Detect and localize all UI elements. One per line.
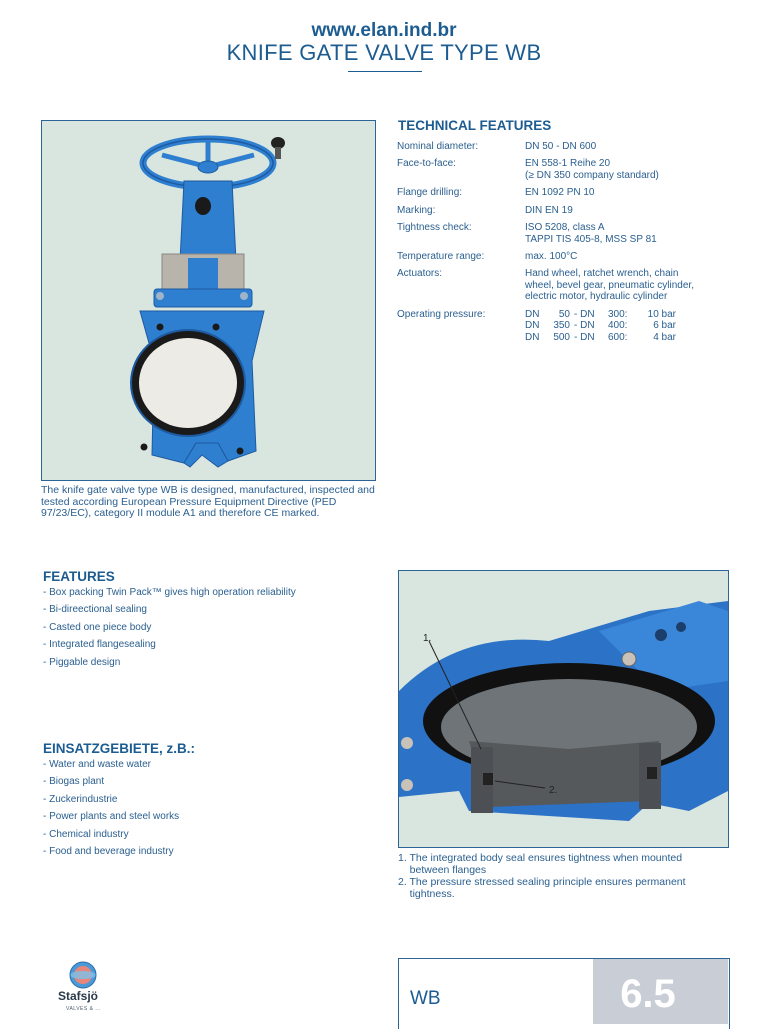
pressure-dn: DN	[525, 320, 540, 331]
list-item: - Casted one piece body	[43, 621, 152, 633]
detail-note-2: 2. The pressure stressed sealing principle ensures permanent tightness.	[398, 876, 686, 900]
model-label: WB	[410, 988, 441, 1009]
knife-gate-valve-illustration	[42, 121, 375, 480]
spec-label: Face-to-face:	[397, 158, 456, 169]
pressure-dn: DN	[525, 309, 540, 320]
spec-value: ISO 5208, class A TAPPI TIS 405-8, MSS SP 81	[525, 222, 657, 245]
list-item: - Food and beverage industry	[43, 846, 174, 858]
list-item: - Zuckerindustrie	[43, 793, 118, 805]
pressure-to: 300:	[608, 309, 628, 320]
features-heading: FEATURES	[43, 569, 115, 584]
logo-text: Stafsjö	[58, 989, 99, 1003]
spec-label: Tightness check:	[397, 222, 472, 233]
pressure-to: 400:	[608, 320, 628, 331]
pressure-to: 600:	[608, 332, 628, 343]
valve-seal-cutaway-illustration	[399, 571, 728, 847]
spec-label: Operating pressure:	[397, 309, 486, 320]
spec-label: Marking:	[397, 205, 436, 216]
list-item: - Bi-direectional sealing	[43, 604, 147, 616]
technical-features-heading: TECHNICAL FEATURES	[398, 118, 552, 133]
list-item: - Power plants and steel works	[43, 811, 180, 823]
pressure-bar: 4 bar	[653, 332, 676, 343]
pressure-dn: DN	[525, 332, 540, 343]
spec-value: DIN EN 19	[525, 205, 573, 216]
pressure-from: 350	[553, 320, 570, 331]
logo-subtext: VALVES & ...	[66, 1006, 101, 1012]
list-item: - Water and waste water	[43, 759, 152, 770]
spec-value: Hand wheel, ratchet wrench, chain wheel, bevel gear, pneumatic cylinder, electric motor, hydraulic cylinder	[525, 268, 694, 302]
spec-value: max. 100°C	[525, 251, 578, 262]
pressure-dn: - DN	[574, 309, 595, 320]
callout-1: 1.	[423, 633, 432, 644]
spec-label: Actuators:	[397, 268, 443, 279]
product-caption: The knife gate valve type WB is designed, manufactured, inspected and tested according European Pressure Equipment Directive (PED 97/23/EC), category II module A1 and therefore CE marked.	[41, 484, 375, 519]
spec-value: DN 50 - DN 600	[525, 141, 597, 152]
spec-value: EN 1092 PN 10	[525, 187, 595, 198]
pressure-dn: - DN	[574, 320, 595, 331]
list-item: - Chemical industry	[43, 828, 129, 840]
pressure-dn: - DN	[574, 332, 595, 343]
list-item: - Integrated flangesealing	[43, 639, 156, 651]
pressure-from: 50	[558, 309, 570, 320]
list-item: - Piggable design	[43, 656, 121, 668]
spec-label: Nominal diameter:	[397, 141, 479, 152]
applications-list	[43, 756, 179, 860]
applications-heading: EINSATZGEBIETE, z.B.:	[43, 741, 196, 756]
page-title: KNIFE GATE VALVE TYPE WB	[226, 40, 542, 65]
spec-label: Temperature range:	[397, 251, 485, 262]
detail-note-1: 1. The integrated body seal ensures tightness when mounted between flanges	[398, 852, 683, 876]
pressure-bar: 10 bar	[647, 309, 676, 320]
list-item: - Box packing Twin Pack™ gives high operation reliability	[43, 587, 296, 598]
features-list	[43, 584, 296, 671]
detail-image	[398, 570, 729, 848]
pressure-from: 500	[553, 332, 570, 343]
spec-value: EN 558-1 Reihe 20 (≥ DN 350 company standard)	[525, 158, 659, 181]
title-divider	[348, 71, 422, 72]
header-url[interactable]: www.elan.ind.br	[311, 20, 457, 41]
pressure-bar: 6 bar	[653, 320, 676, 331]
product-image	[41, 120, 376, 481]
page-number: 6.5	[620, 972, 676, 1016]
list-item: - Biogas plant	[43, 776, 105, 788]
callout-2: 2.	[549, 785, 558, 796]
spec-label: Flange drilling:	[397, 187, 463, 198]
